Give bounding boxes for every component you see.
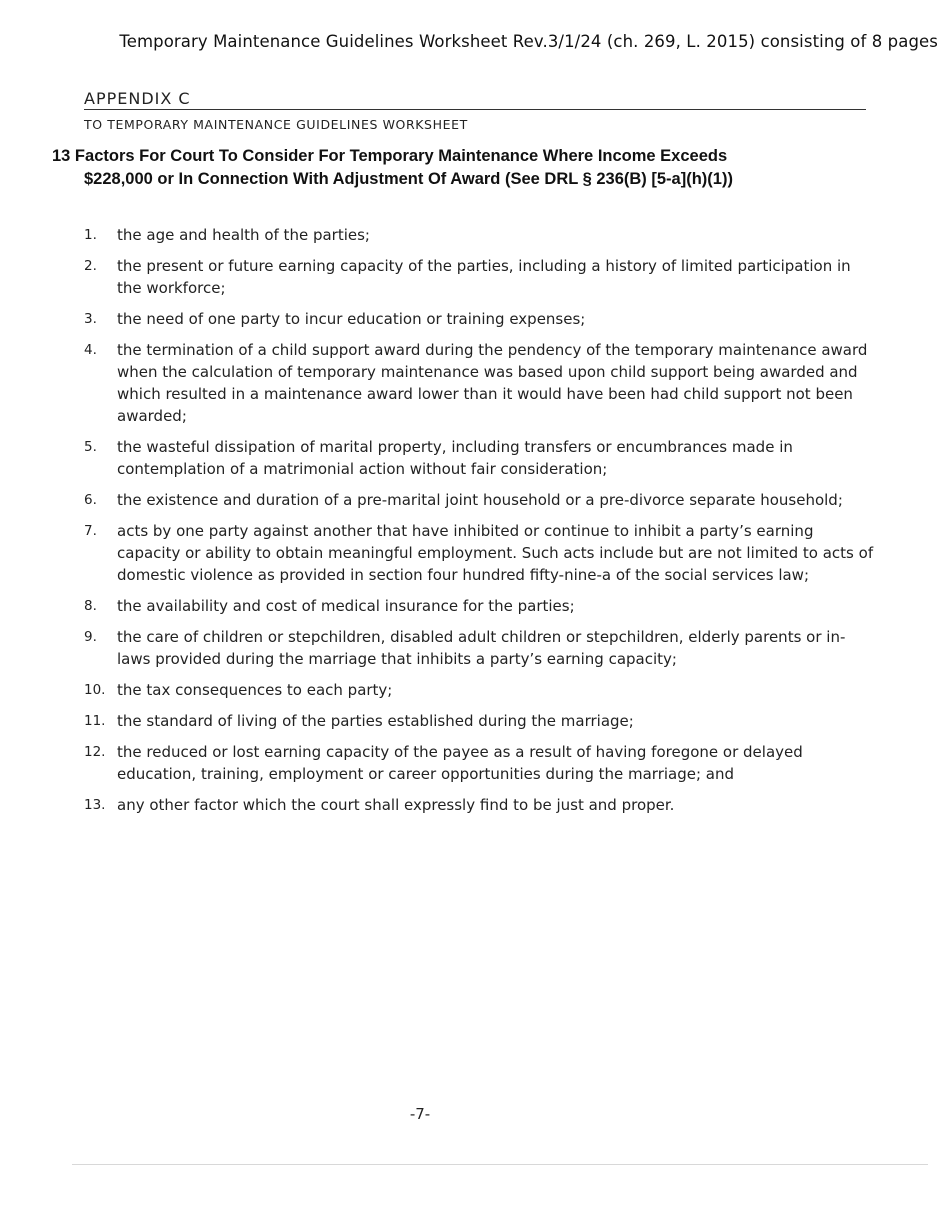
factor-text: the availability and cost of medical insurance for the parties; bbox=[117, 597, 575, 615]
document-header: Temporary Maintenance Guidelines Worksheet Rev.3/1/24 (ch. 269, L. 2015) consisting of 8 pages bbox=[119, 32, 938, 51]
appendix-title: APPENDIX C bbox=[84, 89, 866, 110]
factor-number: 2. bbox=[84, 258, 97, 274]
factor-item bbox=[84, 679, 874, 701]
section-heading-line2: $228,000 or In Connection With Adjustment Of Award (See DRL § 236(B) [5-a](h)(1)) bbox=[84, 170, 733, 188]
factor-item bbox=[84, 489, 874, 511]
factor-number: 5. bbox=[84, 439, 97, 455]
section-heading bbox=[52, 145, 882, 191]
factor-item bbox=[84, 224, 874, 246]
factor-number: 7. bbox=[84, 523, 97, 539]
factor-text: the reduced or lost earning capacity of the payee as a result of having foregone or delayed education, training, employment or career opportunities during the marriage; and bbox=[117, 743, 803, 783]
factor-item bbox=[84, 520, 874, 586]
factor-text: the need of one party to incur education or training expenses; bbox=[117, 310, 586, 328]
factor-text: the present or future earning capacity of the parties, including a history of limited participation in the workforce; bbox=[117, 257, 851, 297]
factor-text: acts by one party against another that have inhibited or continue to inhibit a party’s earning capacity or ability to obtain meaningful employment. Such acts include but are not limited to acts of domestic violence as provided in section four hundred fifty-nine-a of the social services law; bbox=[117, 522, 874, 584]
section-heading-line1: 13 Factors For Court To Consider For Temporary Maintenance Where Income Exceeds bbox=[52, 147, 728, 165]
factor-item bbox=[84, 794, 874, 816]
factor-item bbox=[84, 255, 874, 299]
factor-text: the standard of living of the parties established during the marriage; bbox=[117, 712, 634, 730]
page-divider bbox=[72, 1164, 928, 1165]
factor-text: the termination of a child support award during the pendency of the temporary maintenance award when the calculation of temporary maintenance was based upon child support being awarded and which resulted in a maintenance award lower than it would have been had child support not been awarded; bbox=[117, 341, 868, 425]
factor-number: 8. bbox=[84, 598, 97, 614]
factor-number: 1. bbox=[84, 227, 97, 243]
factor-number: 4. bbox=[84, 342, 97, 358]
factor-item bbox=[84, 741, 874, 785]
factor-item bbox=[84, 339, 874, 427]
factor-number: 6. bbox=[84, 492, 97, 508]
factor-item bbox=[84, 710, 874, 732]
factor-text: the existence and duration of a pre-marital joint household or a pre-divorce separate household; bbox=[117, 491, 843, 509]
factor-item bbox=[84, 436, 874, 480]
factor-text: the age and health of the parties; bbox=[117, 226, 370, 244]
factor-item bbox=[84, 308, 874, 330]
factor-text: any other factor which the court shall expressly find to be just and proper. bbox=[117, 796, 675, 814]
factor-number: 10. bbox=[84, 682, 106, 698]
factor-number: 3. bbox=[84, 311, 97, 327]
factor-text: the tax consequences to each party; bbox=[117, 681, 393, 699]
appendix-subtitle: TO TEMPORARY MAINTENANCE GUIDELINES WORKSHEET bbox=[84, 117, 468, 132]
factor-text: the care of children or stepchildren, disabled adult children or stepchildren, elderly parents or in-laws provided during the marriage that inhibits a party’s earning capacity; bbox=[117, 628, 846, 668]
factor-text: the wasteful dissipation of marital property, including transfers or encumbrances made in contemplation of a matrimonial action without fair consideration; bbox=[117, 438, 793, 478]
factor-number: 11. bbox=[84, 713, 106, 729]
factor-number: 13. bbox=[84, 797, 106, 813]
page-number: -7- bbox=[409, 1105, 431, 1123]
factors-list bbox=[84, 224, 874, 825]
factor-number: 9. bbox=[84, 629, 97, 645]
factor-number: 12. bbox=[84, 744, 106, 760]
factor-item bbox=[84, 626, 874, 670]
factor-item bbox=[84, 595, 874, 617]
